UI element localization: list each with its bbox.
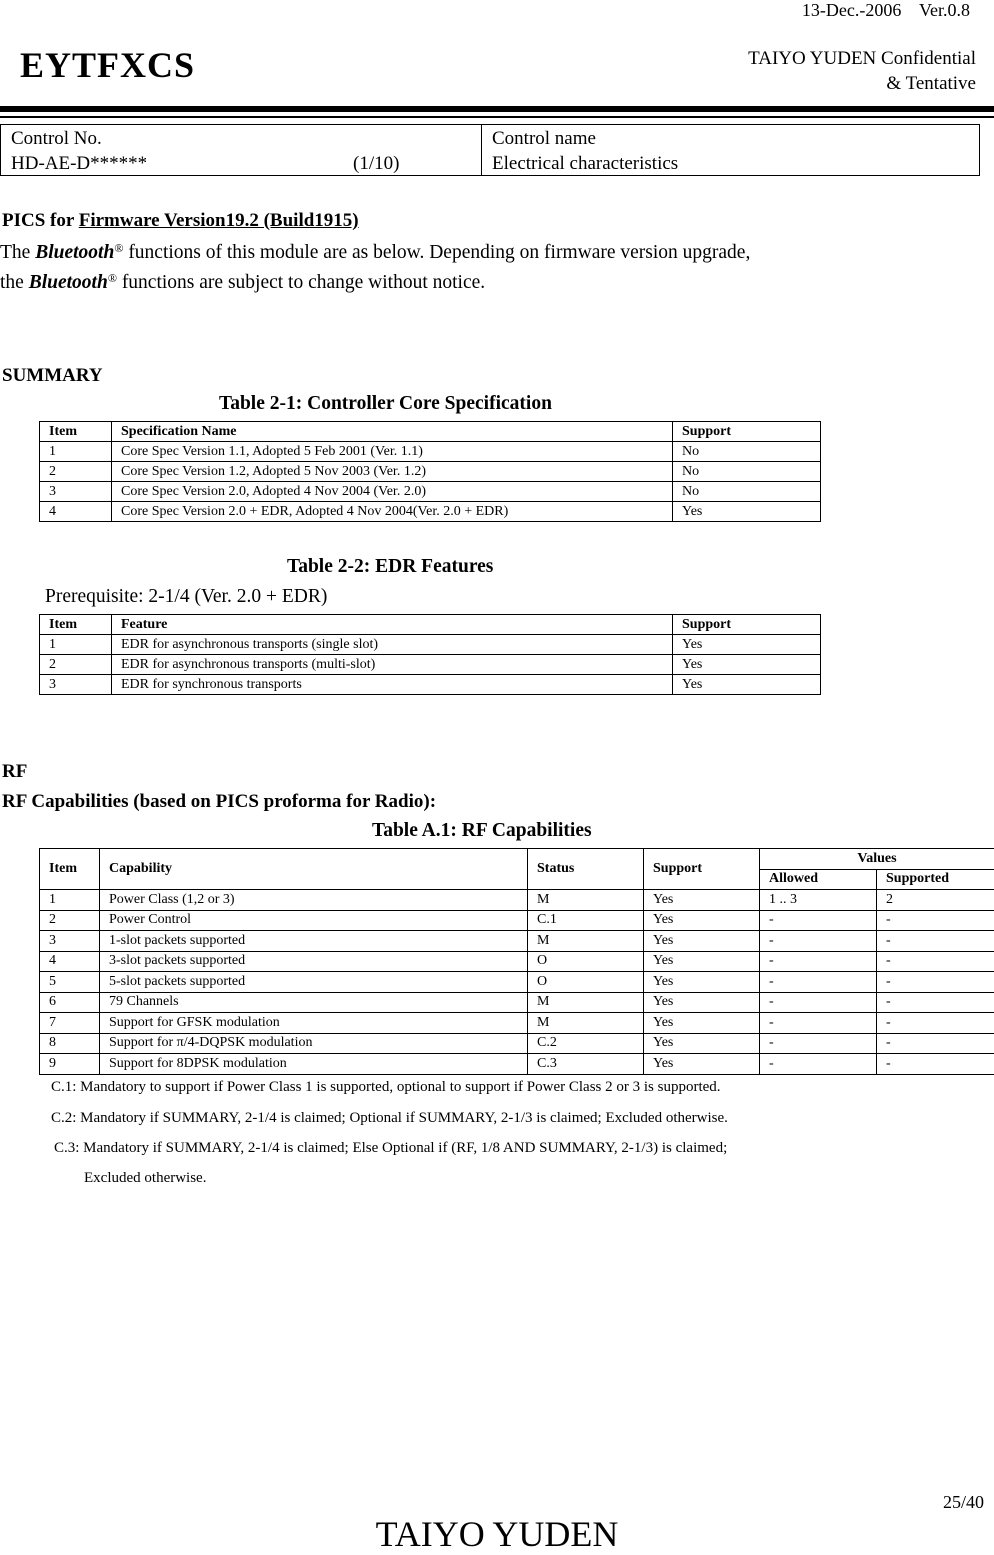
table-row — [40, 482, 821, 502]
header-allowed: Allowed — [760, 869, 877, 890]
cell-capability: 1-slot packets supported — [100, 931, 528, 952]
cell-support: Yes — [644, 1013, 760, 1034]
header-item: Item — [40, 615, 112, 635]
cell-allowed: - — [760, 992, 877, 1013]
header-status: Status — [528, 849, 644, 890]
table-row — [40, 890, 994, 911]
cell-supported: - — [877, 951, 994, 972]
cell-status: C.2 — [528, 1033, 644, 1054]
table-row — [40, 1013, 994, 1034]
cell-support: No — [673, 442, 821, 462]
pics-heading — [2, 210, 359, 232]
note-c3-continued: Excluded otherwise. — [84, 1170, 206, 1187]
firmware-version: Firmware Version19.2 (Build1915) — [79, 210, 359, 231]
cell-support: Yes — [673, 675, 821, 695]
header-supported: Supported — [877, 869, 994, 890]
intro-line-2-post: functions are subject to change without notice. — [117, 272, 485, 293]
cell-status: C.1 — [528, 910, 644, 931]
cell-allowed: - — [760, 1013, 877, 1034]
pics-prefix: PICS for — [2, 210, 79, 231]
table-2-2-prerequisite: Prerequisite: 2-1/4 (Ver. 2.0 + EDR) — [45, 586, 327, 608]
cell-spec: Core Spec Version 2.0, Adopted 4 Nov 2004 (Ver. 2.0) — [112, 482, 673, 502]
cell-support: No — [673, 482, 821, 502]
note-c3: C.3: Mandatory if SUMMARY, 2-1/4 is claimed; Else Optional if (RF, 1/8 AND SUMMARY, 2-1/3) is claimed; — [54, 1140, 727, 1157]
confidential-notice — [748, 46, 976, 96]
table-row — [40, 442, 821, 462]
cell-item: 1 — [40, 635, 112, 655]
table-a1-caption: Table A.1: RF Capabilities — [372, 820, 592, 842]
control-name-value: Electrical characteristics — [492, 151, 969, 176]
control-name-cell — [482, 125, 979, 175]
cell-spec: Core Spec Version 2.0 + EDR, Adopted 4 Nov 2004(Ver. 2.0 + EDR) — [112, 502, 673, 522]
cell-supported: - — [877, 910, 994, 931]
cell-feature: EDR for asynchronous transports (single slot) — [112, 635, 673, 655]
table-row — [40, 462, 821, 482]
cell-item: 4 — [40, 951, 100, 972]
table-a1-rf-capabilities — [39, 848, 994, 1075]
cell-status: M — [528, 931, 644, 952]
table-row — [40, 910, 994, 931]
cell-supported: - — [877, 992, 994, 1013]
cell-allowed: - — [760, 931, 877, 952]
table-header-row — [40, 849, 994, 870]
control-page: (1/10) — [353, 151, 399, 176]
cell-feature: EDR for synchronous transports — [112, 675, 673, 695]
document-code: EYTFXCS — [20, 44, 195, 86]
table-row — [40, 992, 994, 1013]
rf-capabilities-title: RF Capabilities (based on PICS proforma for Radio): — [2, 791, 436, 813]
cell-allowed: - — [760, 972, 877, 993]
cell-item: 9 — [40, 1054, 100, 1075]
cell-item: 2 — [40, 462, 112, 482]
cell-item: 6 — [40, 992, 100, 1013]
cell-supported: - — [877, 972, 994, 993]
table-2-2 — [39, 614, 821, 695]
cell-capability: 79 Channels — [100, 992, 528, 1013]
cell-allowed: - — [760, 951, 877, 972]
table-2-1 — [39, 421, 821, 522]
cell-item: 3 — [40, 931, 100, 952]
cell-support: Yes — [644, 910, 760, 931]
header-feature: Feature — [112, 615, 673, 635]
cell-capability: 5-slot packets supported — [100, 972, 528, 993]
table-row — [40, 655, 821, 675]
rf-title: RF — [2, 761, 27, 783]
page-number: 25/40 — [943, 1492, 984, 1513]
cell-support: Yes — [644, 890, 760, 911]
cell-item: 1 — [40, 890, 100, 911]
cell-item: 2 — [40, 910, 100, 931]
registered-mark: ® — [108, 271, 117, 285]
cell-support: Yes — [673, 635, 821, 655]
header-item: Item — [40, 849, 100, 890]
cell-supported: - — [877, 1033, 994, 1054]
cell-allowed: - — [760, 1033, 877, 1054]
cell-support: Yes — [644, 972, 760, 993]
control-number-value: HD-AE-D****** — [11, 151, 471, 176]
table-header-row — [40, 422, 821, 442]
cell-item: 3 — [40, 675, 112, 695]
intro-line-1 — [0, 241, 750, 264]
cell-status: O — [528, 972, 644, 993]
cell-capability: Support for π/4-DQPSK modulation — [100, 1033, 528, 1054]
cell-support: Yes — [673, 502, 821, 522]
control-name-label: Control name — [492, 126, 969, 151]
note-c2: C.2: Mandatory if SUMMARY, 2-1/4 is claimed; Optional if SUMMARY, 2-1/3 is claimed; Excluded otherwise. — [51, 1110, 728, 1127]
cell-item: 4 — [40, 502, 112, 522]
cell-supported: - — [877, 1013, 994, 1034]
summary-title: SUMMARY — [2, 365, 103, 387]
cell-capability: Support for 8DPSK modulation — [100, 1054, 528, 1075]
cell-support: Yes — [644, 951, 760, 972]
table-row — [40, 502, 821, 522]
control-number-label: Control No. — [11, 126, 471, 151]
cell-item: 1 — [40, 442, 112, 462]
cell-supported: 2 — [877, 890, 994, 911]
cell-capability: Power Class (1,2 or 3) — [100, 890, 528, 911]
cell-status: M — [528, 890, 644, 911]
table-row — [40, 635, 821, 655]
cell-support: Yes — [644, 1054, 760, 1075]
header-values: Values — [760, 849, 994, 870]
cell-status: C.3 — [528, 1054, 644, 1075]
intro-line-2-pre: the — [0, 272, 29, 293]
intro-line-1-pre: The — [0, 242, 35, 263]
cell-support: Yes — [644, 1033, 760, 1054]
cell-feature: EDR for asynchronous transports (multi-slot) — [112, 655, 673, 675]
cell-support: Yes — [673, 655, 821, 675]
table-row — [40, 931, 994, 952]
intro-line-2 — [0, 271, 485, 294]
footer-company-name: TAIYO YUDEN — [0, 1513, 994, 1555]
header-support: Support — [673, 615, 821, 635]
cell-item: 7 — [40, 1013, 100, 1034]
control-number-cell — [1, 125, 482, 175]
bluetooth-term: Bluetooth — [29, 272, 108, 293]
cell-status: O — [528, 951, 644, 972]
confidential-line-2: & Tentative — [748, 71, 976, 96]
table-row — [40, 972, 994, 993]
table-2-2-caption: Table 2-2: EDR Features — [287, 556, 493, 578]
header-specification-name: Specification Name — [112, 422, 673, 442]
control-box — [0, 124, 980, 176]
cell-allowed: 1 .. 3 — [760, 890, 877, 911]
cell-capability: 3-slot packets supported — [100, 951, 528, 972]
cell-item: 3 — [40, 482, 112, 502]
header-rule-thin — [0, 116, 994, 118]
header-item: Item — [40, 422, 112, 442]
cell-supported: - — [877, 1054, 994, 1075]
note-c1: C.1: Mandatory to support if Power Class 1 is supported, optional to support if Power Class 2 or 3 is supported. — [51, 1079, 721, 1096]
date-version: 13-Dec.-2006 Ver.0.8 — [802, 0, 970, 21]
cell-status: M — [528, 1013, 644, 1034]
table-row — [40, 951, 994, 972]
table-row — [40, 1054, 994, 1075]
cell-allowed: - — [760, 1054, 877, 1075]
cell-support: No — [673, 462, 821, 482]
cell-capability: Power Control — [100, 910, 528, 931]
header-support: Support — [673, 422, 821, 442]
cell-item: 2 — [40, 655, 112, 675]
bluetooth-term: Bluetooth — [35, 242, 114, 263]
table-row — [40, 675, 821, 695]
cell-spec: Core Spec Version 1.1, Adopted 5 Feb 2001 (Ver. 1.1) — [112, 442, 673, 462]
cell-status: M — [528, 992, 644, 1013]
header-capability: Capability — [100, 849, 528, 890]
cell-capability: Support for GFSK modulation — [100, 1013, 528, 1034]
registered-mark: ® — [114, 241, 123, 255]
table-2-1-caption: Table 2-1: Controller Core Specification — [219, 393, 552, 415]
cell-item: 8 — [40, 1033, 100, 1054]
cell-allowed: - — [760, 910, 877, 931]
confidential-line-1: TAIYO YUDEN Confidential — [748, 46, 976, 71]
header-rule-thick — [0, 106, 994, 112]
cell-support: Yes — [644, 931, 760, 952]
table-row — [40, 1033, 994, 1054]
cell-support: Yes — [644, 992, 760, 1013]
cell-item: 5 — [40, 972, 100, 993]
cell-supported: - — [877, 931, 994, 952]
table-header-row — [40, 615, 821, 635]
intro-line-1-post: functions of this module are as below. Depending on firmware version upgrade, — [123, 242, 750, 263]
cell-spec: Core Spec Version 1.2, Adopted 5 Nov 2003 (Ver. 1.2) — [112, 462, 673, 482]
header-support: Support — [644, 849, 760, 890]
